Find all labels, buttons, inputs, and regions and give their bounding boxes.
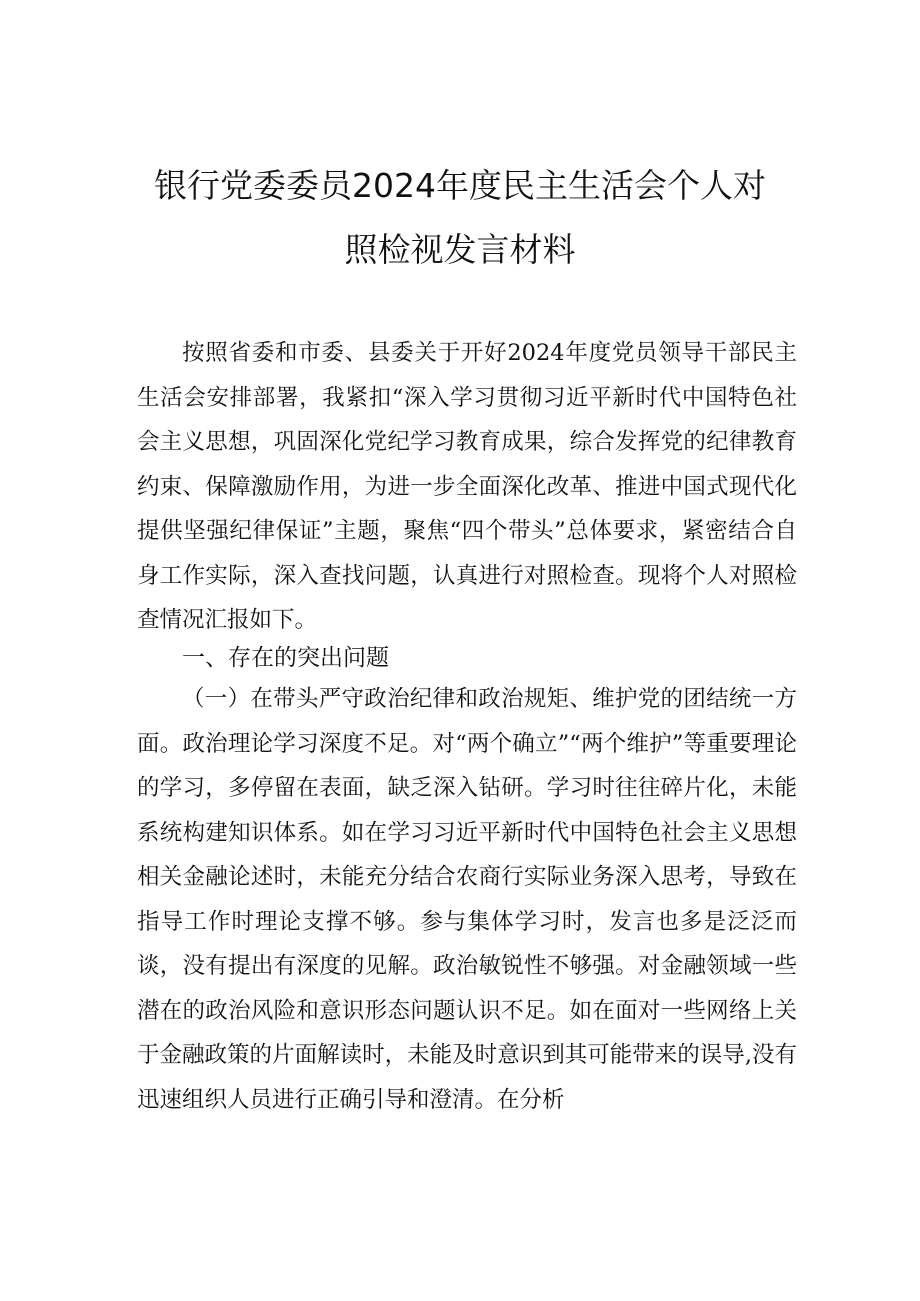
intro-paragraph: 按照省委和市委、县委关于开好2024年度党员领导干部民主生活会安排部署，我紧扣“深入学习贯彻习近平新时代中国特色社会主义思想，巩固深化党纪学习教育成果，综合发挥党的纪律教育约束、保障激励作用，为进一步全面深化改革、推进中国式现代化提供坚强纪律保证”主题，聚焦“四个带头”总体要求，紧密结合自身工作实际，深入查找问题，认真进行对照检查。现将个人对照检查情况汇报如下。 [137,340,797,633]
section-heading: 一、存在的突出问题 [182,645,389,671]
item-1-paragraph: （一）在带头严守政治纪律和政治规矩、维护党的团结统一方面。政治理论学习深度不足。对“两个确立”“两个维护”等重要理论的学习，多停留在表面，缺乏深入钻研。学习时往往碎片化，未能系统构建知识体系。如在学习习近平新时代中国特色社会主义思想相关金融论述时，未能充分结合农商行实际业务深入思考，导致在指导工作时理论支撑不够。参与集体学习时，发言也多是泛泛而谈，没有提出有深度的见解。政治敏锐性不够强。对金融领域一些潜在的政治风险和意识形态问题认识不足。如在面对一些网络上关于金融政策的片面解读时，未能及时意识到其可能带来的误导,没有迅速组织人员进行正确引导和澄清。在分析 [137,686,797,1113]
document-title-line-2: 照检视发言材料 [344,230,576,269]
document-title-line-1: 银行党委委员2024年度民主生活会个人对 [154,166,766,205]
